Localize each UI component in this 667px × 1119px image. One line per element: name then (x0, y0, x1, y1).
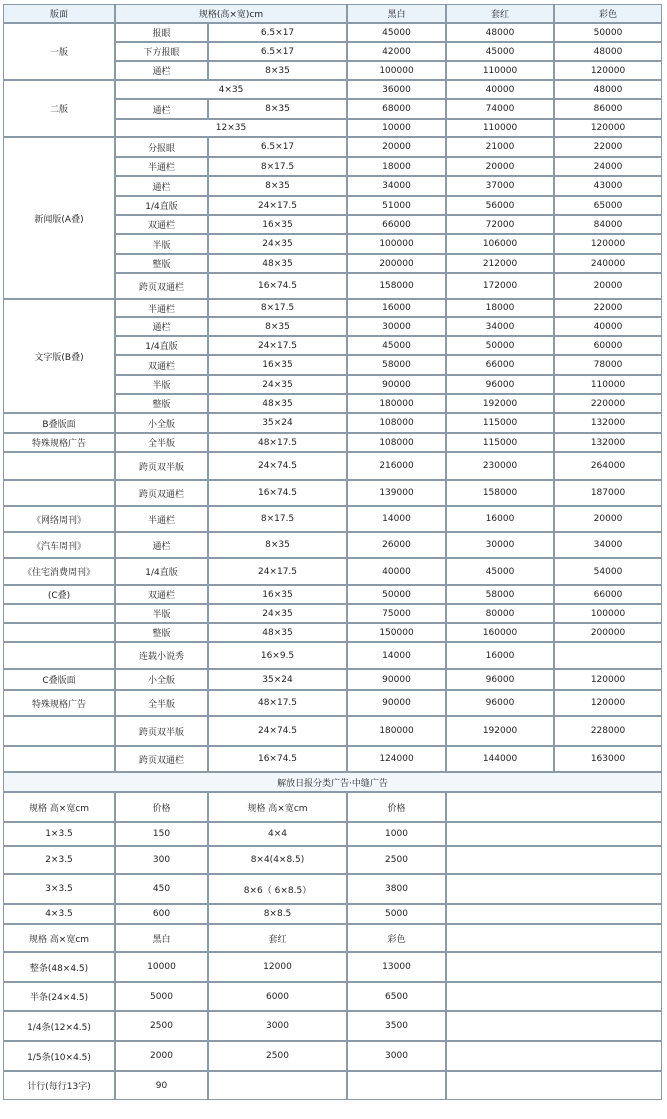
color-price-cell: 24000 (554, 157, 662, 176)
empty-cell (446, 822, 662, 846)
strip-spec-cell: 1/4条(12×4.5) (3, 1011, 115, 1041)
spec-cell: 6.5×17 (208, 137, 347, 157)
bw-price-cell: 58000 (347, 355, 446, 375)
red-price-cell: 115000 (446, 413, 554, 433)
color-price-cell: 120000 (554, 61, 662, 80)
red-price-cell: 172000 (446, 273, 554, 299)
strip-bw-cell: 5000 (115, 982, 208, 1011)
page-label: 二版 (3, 80, 115, 137)
bw-price-cell: 200000 (347, 254, 446, 273)
classified-spec-cell: 2×3.5 (3, 846, 115, 874)
red-price-cell: 74000 (446, 99, 554, 119)
spec-cell: 24×17.5 (208, 196, 347, 215)
bw-price-cell: 90000 (347, 375, 446, 394)
spec-cell: 24×74.5 (208, 716, 347, 746)
size-name-cell: 半通栏 (115, 299, 208, 317)
classified-price-cell: 450 (115, 874, 208, 904)
classified-spec-cell: 8×8.5 (208, 904, 347, 924)
red-price-cell: 58000 (446, 585, 554, 604)
strip-color-cell (347, 1071, 446, 1100)
red-price-cell: 80000 (446, 604, 554, 623)
classified-price-cell: 2500 (347, 846, 446, 874)
page-label: C叠版面 (3, 669, 115, 690)
color-price-cell: 120000 (554, 669, 662, 690)
page-label (3, 623, 115, 642)
bw-price-cell: 40000 (347, 558, 446, 585)
bw-price-cell: 158000 (347, 273, 446, 299)
color-price-cell: 20000 (554, 273, 662, 299)
color-price-cell: 110000 (554, 375, 662, 394)
strip-spec-cell: 计行(每行13字) (3, 1071, 115, 1100)
spec-cell: 6.5×17 (208, 42, 347, 61)
classified-spec-cell: 4×3.5 (3, 904, 115, 924)
spec-cell: 8×17.5 (208, 157, 347, 176)
red-price-cell: 40000 (446, 80, 554, 99)
page-label: 《汽车周刊》 (3, 532, 115, 558)
red-price-cell: 110000 (446, 119, 554, 137)
color-price-cell: 120000 (554, 234, 662, 254)
color-price-cell (554, 642, 662, 669)
bw-price-cell: 100000 (347, 61, 446, 80)
red-price-cell: 66000 (446, 355, 554, 375)
size-name-cell: 1/4直版 (115, 558, 208, 585)
spec-cell: 8×35 (208, 176, 347, 196)
spec-cell: 12×35 (115, 119, 347, 137)
size-name-cell: 下方报眼 (115, 42, 208, 61)
red-price-cell: 56000 (446, 196, 554, 215)
red-price-cell: 16000 (446, 642, 554, 669)
size-name-cell: 小全版 (115, 669, 208, 690)
spec-cell: 8×35 (208, 532, 347, 558)
size-name-cell: 1/4直版 (115, 196, 208, 215)
color-price-cell: 66000 (554, 585, 662, 604)
size-name-cell: 跨页双通栏 (115, 480, 208, 506)
classified-title: 解放日报分类广告·中缝广告 (3, 772, 662, 792)
color-price-cell: 100000 (554, 604, 662, 623)
size-name-cell: 小全版 (115, 413, 208, 433)
bw-price-cell: 36000 (347, 80, 446, 99)
strip-red-cell: 12000 (208, 952, 347, 982)
classified-spec-header: 规格 高×宽cm (208, 792, 347, 822)
bw-price-cell: 20000 (347, 137, 446, 157)
color-price-cell: 65000 (554, 196, 662, 215)
size-name-cell: 跨页双通栏 (115, 273, 208, 299)
spec-cell: 48×35 (208, 623, 347, 642)
size-name-cell: 通栏 (115, 532, 208, 558)
color-price-cell: 120000 (554, 690, 662, 716)
page-label: 文字版(B叠) (3, 299, 115, 413)
page-label: 《住宅消费周刊》 (3, 558, 115, 585)
bw-price-cell: 216000 (347, 452, 446, 480)
header-color: 彩色 (554, 4, 662, 23)
spec-cell: 48×17.5 (208, 690, 347, 716)
red-price-cell: 72000 (446, 215, 554, 234)
spec-cell: 24×35 (208, 375, 347, 394)
spec-cell: 24×17.5 (208, 558, 347, 585)
color-price-cell: 22000 (554, 299, 662, 317)
spec-cell: 4×35 (115, 80, 347, 99)
spec-cell: 35×24 (208, 669, 347, 690)
strip-color-cell: 3500 (347, 1011, 446, 1041)
strip-red-header: 套红 (208, 924, 347, 952)
bw-price-cell: 108000 (347, 433, 446, 452)
strip-bw-header: 黑白 (115, 924, 208, 952)
strip-spec-cell: 1/5条(10×4.5) (3, 1041, 115, 1071)
page-label (3, 452, 115, 480)
spec-cell: 16×74.5 (208, 480, 347, 506)
bw-price-cell: 30000 (347, 317, 446, 336)
red-price-cell: 96000 (446, 669, 554, 690)
page-label (3, 642, 115, 669)
color-price-cell: 220000 (554, 394, 662, 413)
strip-spec-header: 规格 高×宽cm (3, 924, 115, 952)
page-label: 一版 (3, 23, 115, 80)
size-name-cell: 跨页双半版 (115, 716, 208, 746)
red-price-cell: 96000 (446, 690, 554, 716)
spec-cell: 8×35 (208, 61, 347, 80)
spec-cell: 16×74.5 (208, 746, 347, 772)
empty-cell (446, 1071, 662, 1100)
spec-cell: 16×35 (208, 215, 347, 234)
header-bw: 黑白 (347, 4, 446, 23)
classified-spec-cell: 1×3.5 (3, 822, 115, 846)
color-price-cell: 78000 (554, 355, 662, 375)
classified-price-cell: 5000 (347, 904, 446, 924)
size-name-cell: 半通栏 (115, 506, 208, 532)
red-price-cell: 48000 (446, 23, 554, 42)
bw-price-cell: 45000 (347, 336, 446, 355)
color-price-cell: 34000 (554, 532, 662, 558)
size-name-cell: 通栏 (115, 61, 208, 80)
red-price-cell: 158000 (446, 480, 554, 506)
bw-price-cell: 124000 (347, 746, 446, 772)
color-price-cell: 84000 (554, 215, 662, 234)
size-name-cell: 报眼 (115, 23, 208, 42)
strip-color-cell: 13000 (347, 952, 446, 982)
spec-cell: 48×17.5 (208, 433, 347, 452)
red-price-cell: 192000 (446, 716, 554, 746)
color-price-cell: 48000 (554, 80, 662, 99)
size-name-cell: 半版 (115, 234, 208, 254)
bw-price-cell: 14000 (347, 506, 446, 532)
red-price-cell: 30000 (446, 532, 554, 558)
color-price-cell: 86000 (554, 99, 662, 119)
bw-price-cell: 90000 (347, 690, 446, 716)
color-price-cell: 228000 (554, 716, 662, 746)
bw-price-cell: 66000 (347, 215, 446, 234)
empty-cell (446, 846, 662, 874)
red-price-cell: 115000 (446, 433, 554, 452)
red-price-cell: 45000 (446, 558, 554, 585)
color-price-cell: 50000 (554, 23, 662, 42)
bw-price-cell: 139000 (347, 480, 446, 506)
red-price-cell: 34000 (446, 317, 554, 336)
red-price-cell: 110000 (446, 61, 554, 80)
page-label: 特殊规格广告 (3, 433, 115, 452)
page-label (3, 746, 115, 772)
color-price-cell: 264000 (554, 452, 662, 480)
spec-cell: 16×35 (208, 585, 347, 604)
color-price-cell: 120000 (554, 119, 662, 137)
classified-price-cell: 300 (115, 846, 208, 874)
red-price-cell: 96000 (446, 375, 554, 394)
bw-price-cell: 90000 (347, 669, 446, 690)
page-label: B叠版面 (3, 413, 115, 433)
color-price-cell: 48000 (554, 42, 662, 61)
size-name-cell: 半版 (115, 604, 208, 623)
red-price-cell: 37000 (446, 176, 554, 196)
header-red: 套红 (446, 4, 554, 23)
page-label: 《网络周刊》 (3, 506, 115, 532)
size-name-cell: 双通栏 (115, 215, 208, 234)
bw-price-cell: 100000 (347, 234, 446, 254)
color-price-cell: 54000 (554, 558, 662, 585)
empty-cell (446, 924, 662, 952)
size-name-cell: 1/4直版 (115, 336, 208, 355)
strip-red-cell: 2500 (208, 1041, 347, 1071)
spec-cell: 8×17.5 (208, 299, 347, 317)
empty-cell (446, 982, 662, 1011)
spec-cell: 24×74.5 (208, 452, 347, 480)
classified-spec-cell: 3×3.5 (3, 874, 115, 904)
bw-price-cell: 50000 (347, 585, 446, 604)
spec-cell: 6.5×17 (208, 23, 347, 42)
color-price-cell: 132000 (554, 433, 662, 452)
strip-red-cell: 3000 (208, 1011, 347, 1041)
size-name-cell: 通栏 (115, 99, 208, 119)
strip-bw-cell: 2500 (115, 1011, 208, 1041)
spec-cell: 8×35 (208, 317, 347, 336)
empty-cell (446, 1041, 662, 1071)
red-price-cell: 212000 (446, 254, 554, 273)
bw-price-cell: 26000 (347, 532, 446, 558)
strip-color-cell: 3000 (347, 1041, 446, 1071)
bw-price-cell: 45000 (347, 23, 446, 42)
red-price-cell: 106000 (446, 234, 554, 254)
empty-cell (446, 1011, 662, 1041)
color-price-cell: 132000 (554, 413, 662, 433)
size-name-cell: 整版 (115, 623, 208, 642)
red-price-cell: 18000 (446, 299, 554, 317)
classified-spec-cell: 8×4(4×8.5) (208, 846, 347, 874)
bw-price-cell: 180000 (347, 394, 446, 413)
size-name-cell: 双通栏 (115, 585, 208, 604)
size-name-cell: 通栏 (115, 176, 208, 196)
spec-cell: 24×35 (208, 234, 347, 254)
classified-spec-cell: 8×6（ 6×8.5） (208, 874, 347, 904)
strip-color-cell: 6500 (347, 982, 446, 1011)
empty-cell (446, 904, 662, 924)
page-label: 新闻版(A叠) (3, 137, 115, 299)
spec-cell: 8×17.5 (208, 506, 347, 532)
bw-price-cell: 51000 (347, 196, 446, 215)
size-name-cell: 整版 (115, 394, 208, 413)
red-price-cell: 21000 (446, 137, 554, 157)
strip-red-cell: 6000 (208, 982, 347, 1011)
bw-price-cell: 18000 (347, 157, 446, 176)
bw-price-cell: 14000 (347, 642, 446, 669)
empty-cell (446, 874, 662, 904)
color-price-cell: 43000 (554, 176, 662, 196)
spec-cell: 16×9.5 (208, 642, 347, 669)
size-name-cell: 半通栏 (115, 157, 208, 176)
size-name-cell: 整版 (115, 254, 208, 273)
red-price-cell: 45000 (446, 42, 554, 61)
color-price-cell: 163000 (554, 746, 662, 772)
color-price-cell: 22000 (554, 137, 662, 157)
size-name-cell: 跨页双通栏 (115, 746, 208, 772)
red-price-cell: 192000 (446, 394, 554, 413)
color-price-cell: 240000 (554, 254, 662, 273)
bw-price-cell: 180000 (347, 716, 446, 746)
strip-bw-cell: 90 (115, 1071, 208, 1100)
color-price-cell: 20000 (554, 506, 662, 532)
classified-spec-cell: 4×4 (208, 822, 347, 846)
size-name-cell: 全半版 (115, 690, 208, 716)
classified-price-cell: 3800 (347, 874, 446, 904)
spec-cell: 16×74.5 (208, 273, 347, 299)
header-spec: 规格(高×宽)cm (115, 4, 347, 23)
color-price-cell: 200000 (554, 623, 662, 642)
color-price-cell: 40000 (554, 317, 662, 336)
strip-spec-cell: 整条(48×4.5) (3, 952, 115, 982)
strip-bw-cell: 10000 (115, 952, 208, 982)
classified-spec-header: 规格 高×宽cm (3, 792, 115, 822)
red-price-cell: 16000 (446, 506, 554, 532)
bw-price-cell: 16000 (347, 299, 446, 317)
empty-cell (446, 792, 662, 822)
spec-cell: 48×35 (208, 394, 347, 413)
page-label (3, 604, 115, 623)
spec-cell: 48×35 (208, 254, 347, 273)
color-price-cell: 187000 (554, 480, 662, 506)
page-label (3, 480, 115, 506)
classified-price-header: 价格 (115, 792, 208, 822)
page-label (3, 716, 115, 746)
red-price-cell: 20000 (446, 157, 554, 176)
header-page: 版面 (3, 4, 115, 23)
classified-price-cell: 150 (115, 822, 208, 846)
page-label: 特殊规格广告 (3, 690, 115, 716)
bw-price-cell: 75000 (347, 604, 446, 623)
strip-color-header: 彩色 (347, 924, 446, 952)
bw-price-cell: 150000 (347, 623, 446, 642)
classified-price-header: 价格 (347, 792, 446, 822)
size-name-cell: 半版 (115, 375, 208, 394)
spec-cell: 24×35 (208, 604, 347, 623)
bw-price-cell: 68000 (347, 99, 446, 119)
red-price-cell: 50000 (446, 336, 554, 355)
size-name-cell: 跨页双半版 (115, 452, 208, 480)
size-name-cell: 分报眼 (115, 137, 208, 157)
red-price-cell: 160000 (446, 623, 554, 642)
bw-price-cell: 34000 (347, 176, 446, 196)
spec-cell: 8×35 (208, 99, 347, 119)
red-price-cell: 230000 (446, 452, 554, 480)
strip-red-cell (208, 1071, 347, 1100)
classified-price-cell: 600 (115, 904, 208, 924)
spec-cell: 35×24 (208, 413, 347, 433)
size-name-cell: 连载小说秀 (115, 642, 208, 669)
size-name-cell: 通栏 (115, 317, 208, 336)
strip-spec-cell: 半条(24×4.5) (3, 982, 115, 1011)
page-label: (C叠) (3, 585, 115, 604)
strip-bw-cell: 2000 (115, 1041, 208, 1071)
size-name-cell: 双通栏 (115, 355, 208, 375)
spec-cell: 24×17.5 (208, 336, 347, 355)
color-price-cell: 60000 (554, 336, 662, 355)
empty-cell (446, 952, 662, 982)
spec-cell: 16×35 (208, 355, 347, 375)
size-name-cell: 全半版 (115, 433, 208, 452)
red-price-cell: 144000 (446, 746, 554, 772)
classified-price-cell: 1000 (347, 822, 446, 846)
bw-price-cell: 10000 (347, 119, 446, 137)
bw-price-cell: 108000 (347, 413, 446, 433)
bw-price-cell: 42000 (347, 42, 446, 61)
